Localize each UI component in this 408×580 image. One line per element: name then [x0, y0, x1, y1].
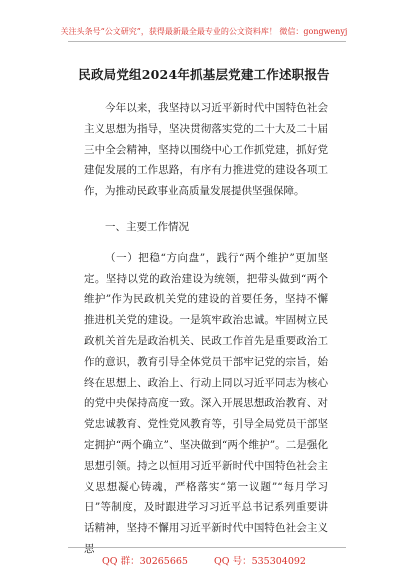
footer-divider [68, 547, 346, 548]
footer-qq-number: QQ 号：535304092 [213, 556, 306, 567]
page-header-banner: 关注头条号“公文研究”，获得最新最全最专业的公文资料库！ 微信：gongwenyj [60, 27, 348, 36]
document-title: 民政局党组2024年抓基层党建工作述职报告 [78, 67, 330, 82]
body-paragraph: （一）把稳“方向盘”，践行“两个维护”更加坚定。坚持以党的政治建设为统领，把带头做到“两个维护”作为民政机关党的建设的首要任务，坚持不懈推进机关党的建设。一是筑牢政治忠诚。牢固树立民政机关首先是政治机关、民政工作首先是重要政治工作的意识，教育引导全体党员干部牢记党的宗旨，始终在思想上、政治上、行动上同以习近平同志为核心的党中央保持高度一致。深入开展思想政治教育、对党忠诚教育、党性党风教育等，引导全局党员干部坚定拥护“两个确立”、坚决做到“两个维护”。二是强化思想引领。持之以恒用习近平新时代中国特色社会主义思想凝心铸魂，严格落实“第一议题”“每月学习日”等制度，及时跟进学习习近平总书记系列重要讲话精神，坚持不懈用习近平新时代中国特色社会主义思 [84, 251, 328, 555]
intro-paragraph: 今年以来，我坚持以习近平新时代中国特色社会主义思想为指导，坚决贯彻落实党的二十大及二十届三中全会精神，坚持以围绕中心工作抓党建，抓好党建促发展的工作思路，有序有力推进党的建设各项工作，为推动民政事业高质量发展提供坚强保障。 [84, 102, 328, 198]
footer-qq-group: QQ 群：30265665 [102, 556, 188, 567]
document-body [84, 98, 328, 560]
page-footer [0, 553, 408, 567]
header-divider [68, 41, 346, 42]
section-heading: 一、主要工作情况 [105, 220, 189, 233]
